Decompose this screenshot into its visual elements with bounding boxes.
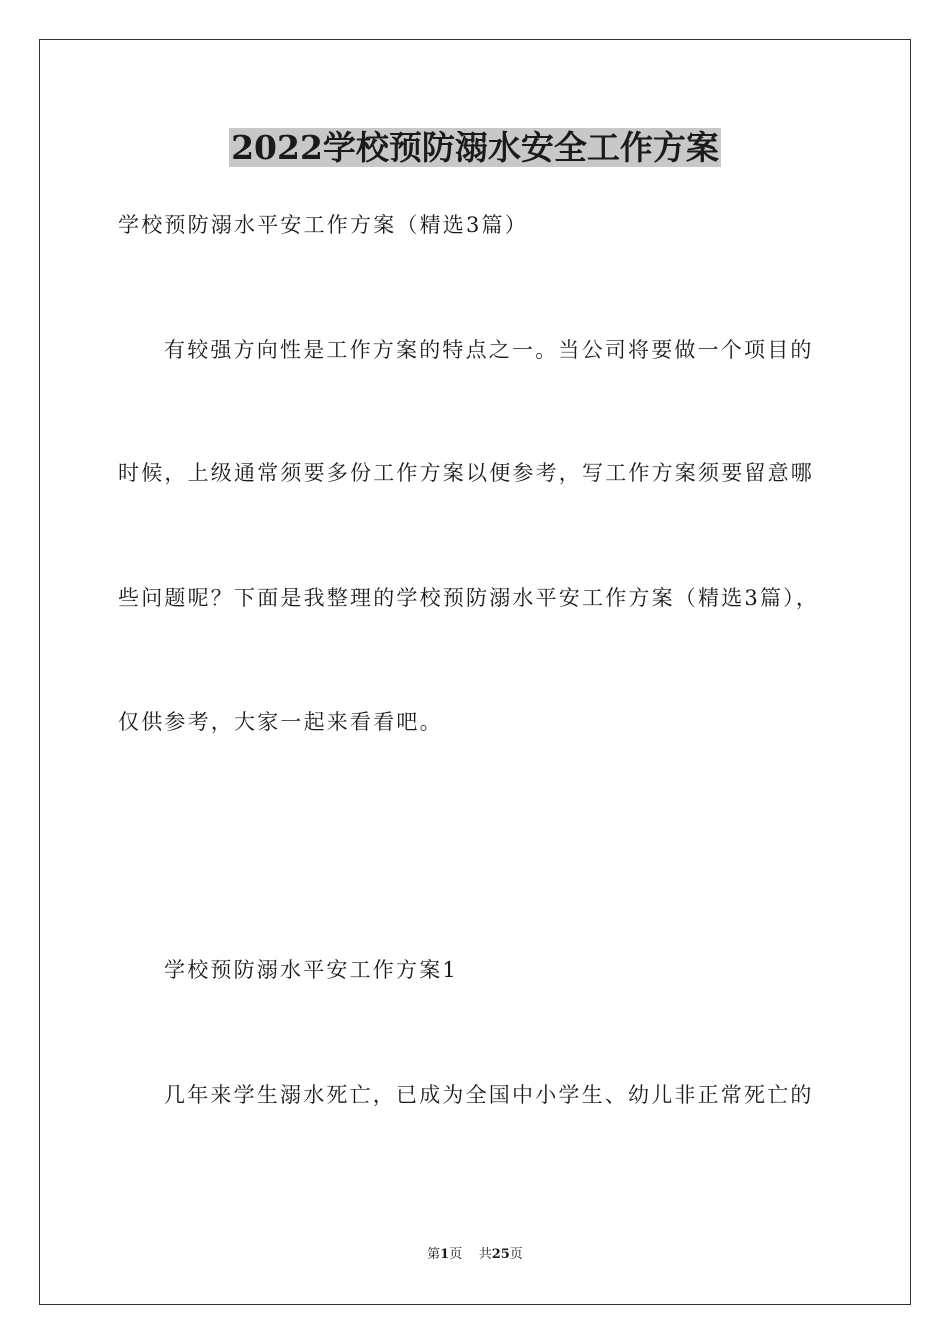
footer-current-page: 1 bbox=[440, 1247, 450, 1262]
document-title-text: 2022学校预防溺水安全工作方案 bbox=[231, 128, 719, 167]
page-footer bbox=[0, 1246, 950, 1264]
intro-line-2: 时候，上级通常须要多份工作方案以便参考，写工作方案须要留意哪 bbox=[118, 461, 814, 485]
intro-line-1: 有较强方向性是工作方案的特点之一。当公司将要做一个项目的 bbox=[164, 338, 814, 362]
footer-prefix: 第 bbox=[427, 1247, 441, 1262]
intro-line-4: 仅供参考，大家一起来看看吧。 bbox=[118, 710, 443, 734]
footer-total-prefix: 共 bbox=[478, 1247, 492, 1262]
intro-line-3: 些问题呢？下面是我整理的学校预防溺水平安工作方案（精选3篇）， bbox=[118, 586, 820, 610]
footer-total-pages: 25 bbox=[491, 1247, 510, 1262]
section-heading: 学校预防溺水平安工作方案1 bbox=[164, 958, 458, 982]
document-title bbox=[0, 126, 950, 170]
footer-total-suffix: 页 bbox=[509, 1247, 523, 1262]
section-line-1: 几年来学生溺水死亡，已成为全国中小学生、幼儿非正常死亡的 bbox=[164, 1083, 814, 1107]
footer-page-word: 页 bbox=[449, 1247, 463, 1262]
document-subtitle: 学校预防溺水平安工作方案（精选3篇） bbox=[118, 213, 528, 237]
